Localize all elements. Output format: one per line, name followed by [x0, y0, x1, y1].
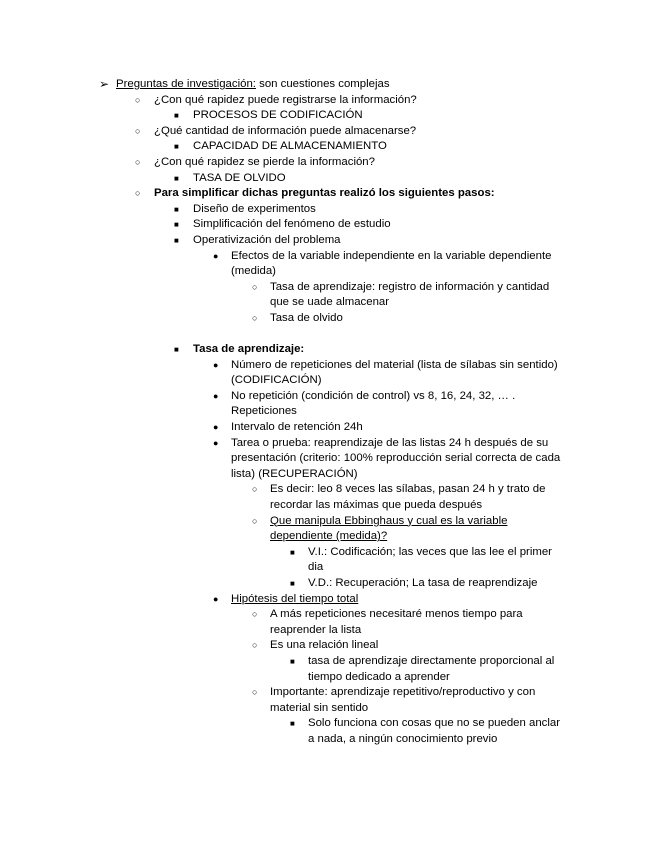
filled-dot-bullet-icon: ● [213, 359, 219, 370]
list-item-continuation [0, 373, 655, 389]
list-item-text: a nada, a ningún conocimiento previo [308, 732, 498, 745]
list-item-text: lista) (RECUPERACIÓN) [231, 467, 358, 480]
list-item-text: No repetición (condición de control) vs 8, 16, 24, 32, … . [231, 389, 516, 402]
list-item-text: tiempo dedicado a aprender [308, 670, 450, 683]
list-item-text: (CODIFICACIÓN) [231, 374, 322, 387]
list-item-continuation [0, 451, 655, 467]
list-item-text: que se uade almacenar [270, 296, 390, 309]
hollow-circle-bullet-icon: ○ [252, 312, 258, 323]
list-item [0, 233, 655, 249]
hollow-circle-bullet-icon: ○ [252, 609, 258, 620]
filled-dot-bullet-icon: ● [213, 422, 219, 433]
hollow-circle-bullet-icon: ○ [135, 156, 141, 167]
list-item [0, 482, 655, 498]
list-item-text: Tasa de olvido [270, 311, 343, 324]
heading-underlined: Preguntas de investigación: [116, 78, 256, 90]
list-item-text: A más repeticiones necesitaré menos tiempo para [270, 608, 523, 621]
square-bullet-icon: ■ [174, 345, 179, 355]
list-item-text: recordar las máximas que pueda después [270, 499, 483, 512]
list-item [0, 716, 655, 732]
list-item [0, 514, 655, 530]
list-item-text: Importante: aprendizaje repetitivo/reproductivo y con [270, 686, 536, 699]
list-item-text: ¿Qué cantidad de información puede almacenarse? [154, 124, 417, 137]
list-item-continuation [0, 467, 655, 483]
list-item [0, 592, 655, 608]
list-item-continuation [0, 701, 655, 717]
list-item-text: tasa de aprendizaje directamente proporcional al [308, 654, 555, 667]
square-bullet-icon: ■ [174, 111, 179, 121]
list-item-text: V.D.: Recuperación; La tasa de reaprendizaje [308, 577, 538, 589]
list-item [0, 638, 655, 654]
list-item [0, 171, 655, 187]
list-item-text: ¿Con qué rapidez se pierde la información? [154, 155, 375, 168]
list-item-text: Es decir: leo 8 veces las sílabas, pasan 24 h y trato de [270, 483, 546, 496]
list-item [0, 420, 655, 436]
list-item-text: dia [308, 561, 324, 574]
list-item-continuation [0, 623, 655, 639]
list-item [0, 93, 655, 109]
list-item-text [116, 77, 390, 93]
list-item [0, 311, 655, 327]
list-item [0, 342, 655, 358]
filled-dot-bullet-icon: ● [213, 593, 219, 604]
list-item-text: material sin sentido [270, 701, 369, 714]
list-item-continuation [0, 529, 655, 545]
square-bullet-icon: ■ [290, 579, 295, 588]
filled-dot-bullet-icon: ● [213, 250, 219, 261]
list-item-text: (medida) [231, 265, 276, 278]
list-item-text: PROCESOS DE CODIFICACIÓN [193, 109, 363, 122]
list-item-text: Solo funciona con cosas que no se pueden anclar [308, 717, 561, 730]
hollow-circle-bullet-icon: ○ [135, 125, 141, 136]
hollow-circle-bullet-icon: ○ [252, 484, 258, 495]
list-item-continuation [0, 560, 655, 576]
list-item-text: Para simplificar dichas preguntas realizó los siguientes pasos: [154, 187, 495, 200]
list-item-text: Efectos de la variable independiente en la variable dependiente [231, 249, 552, 262]
list-item [0, 576, 655, 592]
list-item [0, 186, 655, 202]
list-item [0, 685, 655, 701]
square-bullet-icon: ■ [174, 220, 179, 230]
list-item-text: TASA DE OLVIDO [193, 171, 286, 184]
square-bullet-icon: ■ [290, 547, 295, 557]
hollow-circle-bullet-icon: ○ [135, 188, 141, 199]
square-bullet-icon: ■ [174, 173, 179, 183]
list-item-continuation [0, 670, 655, 686]
list-item-continuation [0, 264, 655, 280]
list-item-text: Tarea o prueba: reaprendizaje de las listas 24 h después de su [231, 436, 549, 449]
list-item-text: presentación (criterio: 100% reproducción serial correcta de cada [231, 452, 561, 465]
list-item-text: V.I.: Codificación; las veces que las lee el primer [308, 545, 552, 558]
arrow-bullet-icon: ➢ [99, 77, 110, 91]
list-item-text: Es una relación lineal [270, 639, 379, 652]
section-heading: Tasa de aprendizaje: [193, 343, 305, 356]
square-bullet-icon: ■ [174, 204, 179, 214]
list-item-continuation [0, 498, 655, 514]
hollow-circle-bullet-icon: ○ [252, 640, 258, 651]
list-item-text: CAPACIDAD DE ALMACENAMIENTO [193, 140, 387, 153]
list-item-text: Número de repeticiones del material (lista de sílabas sin sentido) [231, 358, 558, 371]
document-body [0, 77, 655, 748]
heading-rest: son cuestiones complejas [255, 78, 390, 90]
square-bullet-icon: ■ [290, 656, 295, 666]
list-item-text: reaprender la lista [270, 623, 362, 636]
list-item [0, 217, 655, 233]
filled-dot-bullet-icon: ● [213, 390, 219, 401]
filled-dot-bullet-icon: ● [213, 437, 219, 448]
list-item [0, 436, 655, 452]
list-item-text: ¿Con qué rapidez puede registrarse la información? [154, 93, 417, 106]
blank-line [0, 327, 655, 343]
list-item-continuation [0, 404, 655, 420]
hollow-circle-bullet-icon: ○ [252, 281, 258, 292]
list-item-text: Que manipula Ebbinghaus y cual es la variable [270, 514, 508, 527]
list-item-text: Hipótesis del tiempo total [231, 592, 359, 605]
list-item [0, 202, 655, 218]
list-item-text: Operativización del problema [193, 233, 341, 246]
list-item [0, 249, 655, 265]
hollow-circle-bullet-icon: ○ [135, 94, 141, 105]
list-item [0, 77, 655, 93]
list-item-text: Repeticiones [231, 405, 297, 418]
list-item [0, 545, 655, 561]
square-bullet-icon: ■ [290, 719, 295, 729]
hollow-circle-bullet-icon: ○ [252, 515, 258, 526]
list-item-text: Diseño de experimentos [193, 202, 316, 215]
list-item-continuation [0, 295, 655, 311]
list-item-text: Tasa de aprendizaje: registro de información y cantidad [270, 280, 550, 293]
list-item [0, 389, 655, 405]
list-item [0, 124, 655, 140]
hollow-circle-bullet-icon: ○ [252, 687, 258, 698]
list-item-text: Intervalo de retención 24h [231, 421, 363, 434]
list-item [0, 654, 655, 670]
list-item [0, 280, 655, 296]
square-bullet-icon: ■ [174, 235, 179, 245]
list-item [0, 155, 655, 171]
square-bullet-icon: ■ [174, 142, 179, 152]
list-item [0, 139, 655, 155]
list-item [0, 607, 655, 623]
list-item-continuation [0, 732, 655, 748]
list-item [0, 358, 655, 374]
list-item-text: Simplificación del fenómeno de estudio [193, 218, 391, 231]
list-item-text: dependiente (medida)? [270, 530, 388, 543]
list-item [0, 108, 655, 124]
